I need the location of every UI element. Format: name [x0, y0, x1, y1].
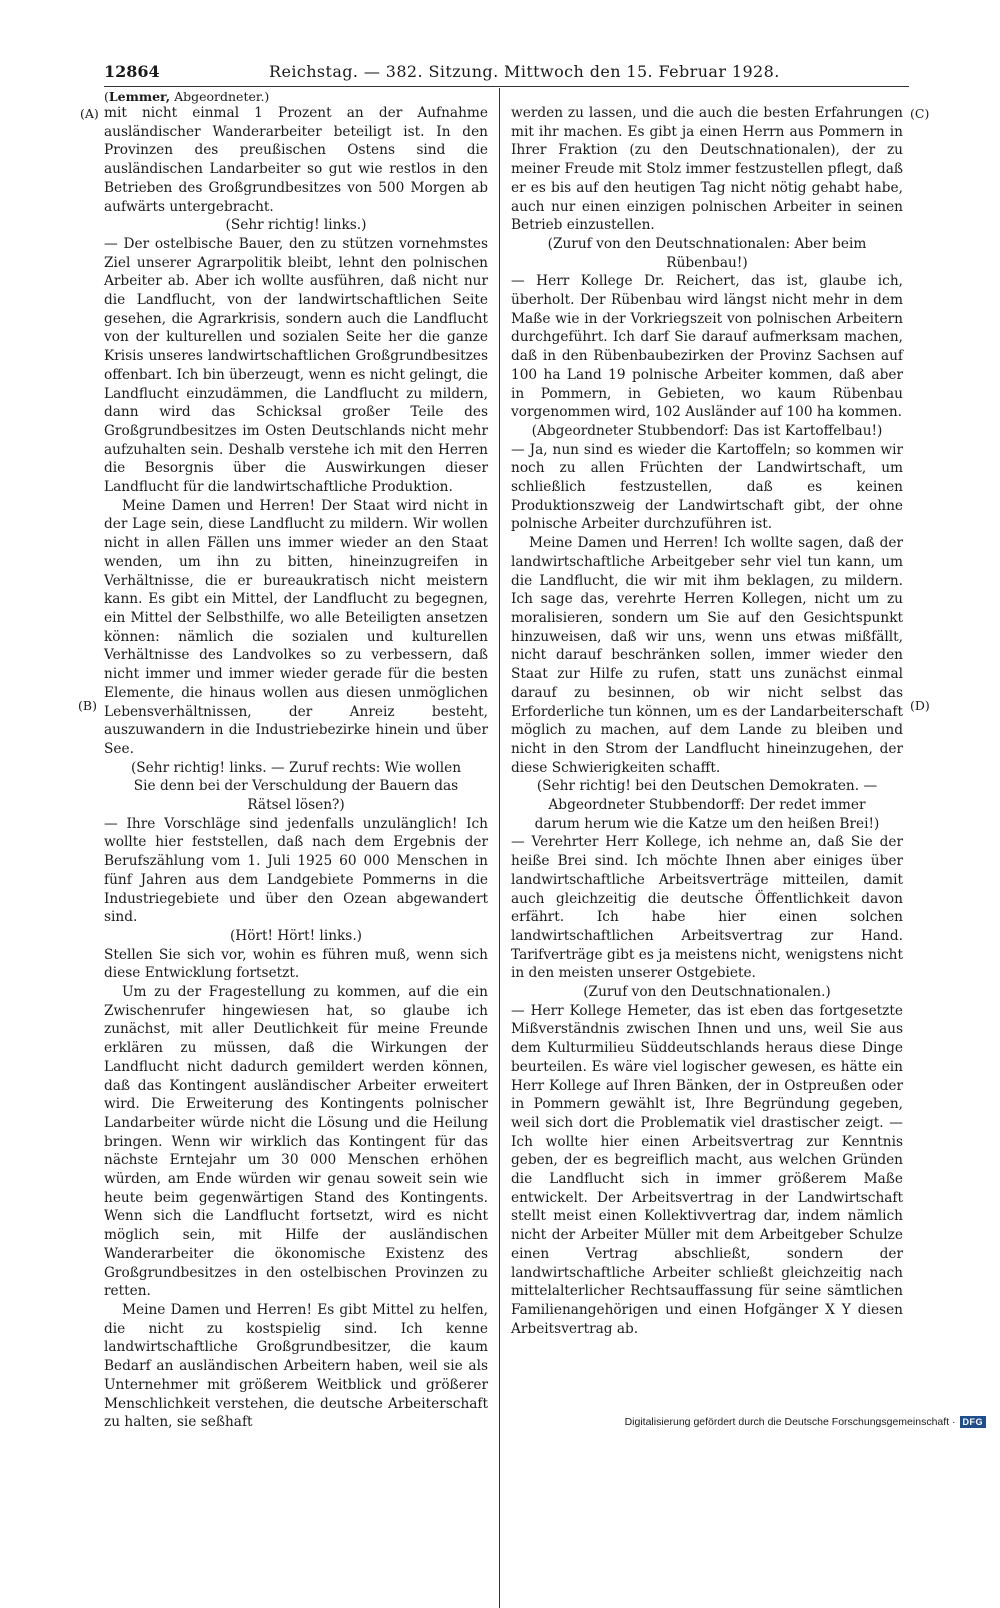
interjection: (Sehr richtig! bei den Deutschen Demokraten. — Abgeordneter Stubbendorff: Der redet immer darum herum wie die Katze um den heißen Brei!)	[534, 778, 880, 832]
paragraph: Meine Damen und Herren! Ich wollte sagen, daß der landwirtschaftliche Arbeitgeber sehr viel tun kann, um die Landflucht, die wir mit ihm beklagen, zu mildern. Ich sage das, verehrte Herren Kollegen, nicht um zu moralisieren, sondern um Sie auf den Gesichtspunkt hinzuweisen, daß wir uns, wenn uns etwas mißfällt, nicht darauf beschränken sollen, immer wieder den Staat zur Hilfe zu rufen, statt uns zunächst einmal darauf zu besinnen, ob wir nicht selbst das Erforderliche tun können, um es der Landarbeiterschaft möglich zu machen, auf dem Lande zu bleiben und nicht in den Strom der Landflucht hineinzugehen, der diese Schwierigkeiten schafft.	[511, 535, 903, 776]
left-column	[104, 104, 488, 1432]
speaker-role: Abgeordneter.)	[174, 89, 270, 104]
paragraph: mit nicht einmal 1 Prozent an der Aufnahme ausländischer Wanderarbeiter beteiligt ist. In den Provinzen des preußischen Ostens sind die ausländischen Landarbeiter so gut wie restlos in den Betrieben des Großgrundbesitzes von 500 Morgen ab aufwärts untergebracht.	[104, 105, 488, 215]
running-head-title: Reichstag. — 382. Sitzung. Mittwoch den 15. Februar 1928.	[269, 62, 780, 81]
speaker-open-paren: (	[104, 89, 109, 104]
paragraph: Meine Damen und Herren! Der Staat wird nicht in der Lage sein, diese Landflucht zu mildern. Wir wollen nicht in allen Fällen uns immer wieder an den Staat wenden, um ihn zu bitten, hineinzugreifen in Verhältnisse, die er bureaukratisch nicht meistern kann. Es gibt ein Mittel, der Landflucht zu begegnen, ein Mittel der Selbsthilfe, wo alle Beteiligten ansetzen können: nämlich die sozialen und kulturellen Verhältnisse des Landvolkes so zu verbessern, daß nicht immer und immer wieder gerade für die besten Elemente, die hinaus wollen aus diesen unmöglichen Lebensverhältnissen, der Anreiz besteht, auszuwandern in die Industriebezirke hinein und über See.	[104, 497, 488, 757]
interjection: (Zuruf von den Deutschnationalen: Aber beim Rübenbau!)	[547, 235, 867, 271]
interjection: (Hört! Hört! links.)	[229, 927, 363, 944]
page-number: 12864	[104, 62, 160, 81]
running-header	[104, 62, 780, 84]
speaker-line	[104, 89, 269, 104]
paragraph: — Ja, nun sind es wieder die Kartoffeln; so kommen wir noch zu allen Früchten der Landwirtschaft, um schließlich festzustellen, daß es keinen Produktionszweig der Landwirtschaft gibt, der ohne polnische Arbeiter durchzuführen ist.	[511, 441, 903, 533]
dfg-logo: DFG	[960, 1416, 987, 1428]
footer-text: Digitalisierung gefördert durch die Deutsche Forschungsgemeinschaft ·	[624, 1416, 956, 1428]
digitization-footer	[625, 1416, 986, 1428]
right-column	[511, 104, 903, 1338]
paragraph: — Herr Kollege Dr. Reichert, das ist, glaube ich, überholt. Der Rübenbau wird längst nicht mehr in dem Maße wie in der Vorkriegszeit von polnischen Arbeitern durchgeführt. Ich darf Sie darauf aufmerksam machen, daß in den Rübenbaubezirken der Provinz Sachsen auf 100 ha Land 19 polnische Arbeiter kommen, daß aber in Pommern, in Gebieten, wo kaum Rübenbau vorgenommen wird, 102 Ausländer auf 100 ha kommen.	[511, 273, 903, 421]
margin-marker-d: (D)	[910, 698, 930, 713]
margin-marker-c: (C)	[910, 106, 930, 121]
paragraph: — Ihre Vorschläge sind jedenfalls unzulänglich! Ich wollte hier feststellen, daß nach dem Ergebnis der Berufszählung vom 1. Juli 1925 60 000 Menschen in fünf Jahren aus dem Landgebiete Pommerns in die Industriegebiete und über den Ozean abgewandert sind.	[104, 815, 488, 926]
interjection: (Zuruf von den Deutschnationalen.)	[583, 984, 831, 1001]
margin-marker-b: (B)	[78, 698, 97, 713]
interjection: (Sehr richtig! links. — Zuruf rechts: Wie wollen Sie denn bei der Verschuldung der Bauern das Rätsel lösen?)	[130, 759, 462, 814]
interjection: (Sehr richtig! links.)	[225, 217, 367, 234]
paragraph: Um zu der Fragestellung zu kommen, auf die ein Zwischenrufer hingewiesen hat, so glaube ich zunächst, mit aller Deutlichkeit für meine Freunde erklären zu müssen, daß die Wirkungen der Landflucht nicht dadurch gemildert werden können, daß das Kontingent ausländischer Arbeiter erweitert wird. Die Erweiterung des Kontingents polnischer Landarbeiter würde nicht die Lösung und die Heilung bringen. Wenn wir wirklich das Kontingent für das nächste Erntejahr um 30 000 Menschen erhöhen würden, am Ende würden wir genau soweit sein wie heute beim gegenwärtigen Stand des Kontingents. Wenn sich die Landflucht fortsetzt, wird es nicht möglich sein, mit Hilfe der ausländischen Wanderarbeiter die ökonomische Existenz des Großgrundbesitzes in den ostelbischen Provinzen zu retten.	[104, 984, 488, 1300]
column-rule	[499, 88, 500, 1608]
paragraph: Meine Damen und Herren! Es gibt Mittel zu helfen, die nicht zu kostspielig sind. Ich kenne landwirtschaftliche Großgrundbesitzer, die kaum Bedarf an ausländischen Arbeitern haben, weil sie als Unternehmer mit größerem Weitblick und größerer Menschlichkeit verstehen, die deutsche Arbeiterschaft zu halten, sie seßhaft	[104, 1302, 488, 1431]
paragraph: — Herr Kollege Hemeter, das ist eben das fortgesetzte Mißverständnis zwischen Ihnen und uns, weil Sie aus dem Kulturmilieu Süddeutschlands heraus diese Dinge beurteilen. Es wäre viel logischer gewesen, es hätte ein Herr Kollege auf Ihren Bänken, der in Ostpreußen oder in Pommern gewählt ist, Ihre Begründung gegeben, weil sich dort die Problematik viel drastischer zeigt. — Ich wollte hier einen Arbeitsvertrag zur Kenntnis geben, der es begreiflich macht, aus welchen Gründen die Landflucht sich in immer größerem Maße entwickelt. Der Arbeitsvertrag in der Landwirtschaft stellt meist einen Kollektivvertrag dar, indem nämlich nicht der Arbeiter Müller mit dem Arbeitgeber Schulze einen Vertrag abschließt, sondern der landwirtschaftliche Arbeiter schließt gleichzeitig nach mittelalterlicher Rechtsauffassung für seine sämtlichen Familienangehörigen und einen Hofgänger X Y diesen Arbeitsvertrag ab.	[511, 1002, 903, 1337]
paragraph: werden zu lassen, und die auch die besten Erfahrungen mit ihr machen. Es gibt ja einen Herrn aus Pommern in Ihrer Fraktion (zu den Deutschnationalen), der zu meiner Freude mit Stolz immer festzustellen pflegt, daß er es bis auf den heutigen Tag nicht nötig gehabt habe, auch nur einen einzigen polnischen Arbeiter in seinen Betrieb einzustellen.	[511, 105, 903, 234]
header-rule	[104, 86, 909, 87]
interjection: (Abgeordneter Stubbendorf: Das ist Kartoffelbau!)	[531, 422, 883, 439]
paragraph: Stellen Sie sich vor, wohin es führen muß, wenn sich diese Entwicklung fortsetzt.	[104, 946, 488, 982]
speaker-name: Lemmer,	[108, 89, 171, 104]
paragraph: — Der ostelbische Bauer, den zu stützen vornehmstes Ziel unserer Agrarpolitik bleibt, lehnt den polnischen Arbeiter ab. Aber ich wollte ausführen, daß nicht nur die Landflucht, von der landwirtschaftlichen Seite gesehen, die Agrarkrisis, sondern auch die Landflucht von der kulturellen und sozialen Seite her die ganze Krisis unseres landwirtschaftlichen Großgrundbesitzes offenbart. Ich bin überzeugt, wenn es nicht gelingt, die Landflucht einzudämmen, die Landflucht zu mildern, dann wird das Schicksal großer Teile des Großgrundbesitzes im Osten Deutschlands nicht mehr aufzuhalten sein. Deshalb verstehe ich mit den Herren die Besorgnis über die Auswirkungen dieser Landflucht für die landwirtschaftliche Produktion.	[104, 235, 488, 496]
margin-marker-a: (A)	[80, 106, 99, 121]
paragraph: — Verehrter Herr Kollege, ich nehme an, daß Sie der heiße Brei sind. Ich möchte Ihnen aber einiges über landwirtschaftliche Arbeitsverträge mitteilen, damit auch gleichzeitig die deutsche Öffentlichkeit davon erfährt. Ich habe hier einen solchen landwirtschaftlichen Arbeitsvertrag zur Hand. Tarifverträge gibt es ja meistens nicht, wenigstens nicht in den meisten unserer Ostgebiete.	[511, 834, 903, 982]
